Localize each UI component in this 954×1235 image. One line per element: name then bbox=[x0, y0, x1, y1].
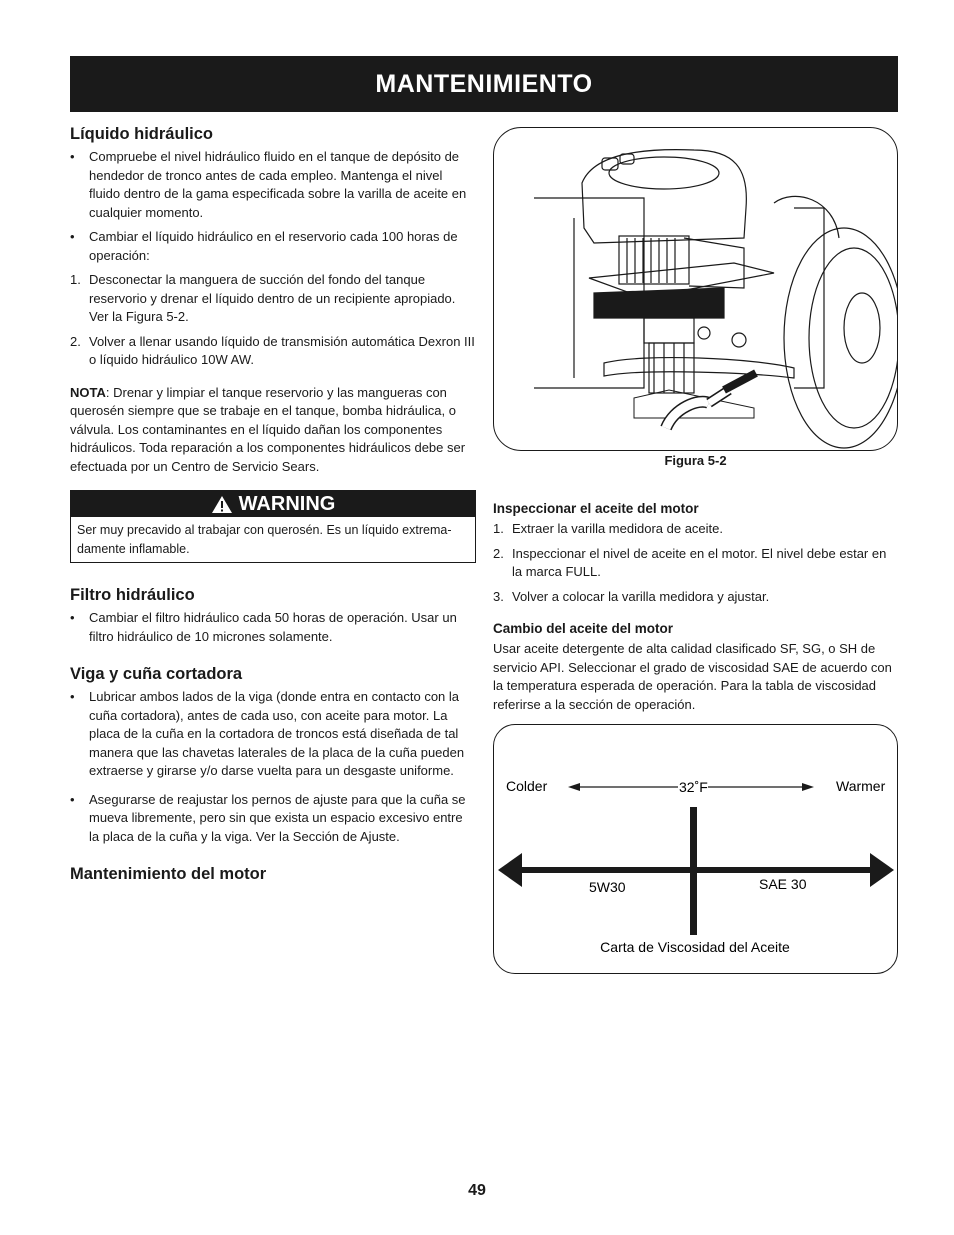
left-column bbox=[70, 124, 476, 888]
page-number: 49 bbox=[468, 1182, 486, 1199]
hydraulic-filter-bullets bbox=[70, 609, 476, 646]
hydraulic-fluid-steps bbox=[70, 271, 476, 370]
page-title: MANTENIMIENTO bbox=[375, 69, 593, 98]
warmer-label: Warmer bbox=[836, 778, 886, 794]
colder-arrow-head-icon bbox=[568, 783, 580, 791]
grade-sae30-label: SAE 30 bbox=[759, 876, 807, 892]
warmer-arrow-head-icon bbox=[802, 783, 814, 791]
list-item: 2. Inspeccionar el nivel de aceite en el motor. El nivel debe estar en la marca FULL. bbox=[493, 545, 887, 579]
grade-5w30-label: 5W30 bbox=[589, 879, 626, 895]
change-oil-heading: Cambio del aceite del motor bbox=[493, 621, 674, 636]
list-item: 3. Volver a colocar la varilla medidora y ajustar. bbox=[493, 588, 770, 604]
list-item: • Compruebe el nivel hidráulico fluido en el tanque de depósito de hendedor de tronco antes de cada empleo. Mantenga el nivel fluido dentro de la gama especificada sobre la varilla de aceite en cualquier momento. bbox=[70, 149, 467, 220]
inspect-oil-section bbox=[493, 500, 898, 714]
inspect-oil-heading: Inspeccionar el aceite del motor bbox=[493, 501, 699, 516]
viscosity-chart-caption: Carta de Viscosidad del Aceite bbox=[600, 939, 790, 955]
list-item: • Asegurarse de reajustar los pernos de ajuste para que la cuña se mueva libremente, pero sin que exista un espacio excesivo entre la placa de la cuña y la viga. Ver la Sección de Ajuste. bbox=[70, 791, 466, 844]
figure-5-2 bbox=[493, 127, 898, 451]
page-title-banner bbox=[70, 56, 898, 112]
left-arrow-head-icon bbox=[498, 853, 522, 887]
list-item: 1. Desconectar la manguera de succión del fondo del tanque reservorio y drenar el líquido dentro de un recipiente apropiado. Ver la Figura 5-2. bbox=[70, 272, 456, 324]
inspect-oil-steps bbox=[493, 520, 898, 606]
colder-label: Colder bbox=[506, 778, 548, 794]
viscosity-chart bbox=[493, 724, 898, 974]
list-item: 1. Extraer la varilla medidora de aceite. bbox=[493, 521, 723, 536]
viscosity-range-bar bbox=[518, 867, 874, 873]
temperature-label: 32˚F bbox=[679, 779, 708, 795]
list-item: • Lubricar ambos lados de la viga (donde entra en contacto con la cuña cortadora), antes de cada uso, con aceite para motor. La placa de la cuña en la cortadora de troncos está diseñada de tal manera que las chavetas laterales de la placa de la cuña pueden extraerse y girarse y/o darse vuelta para un desgaste uniforme. bbox=[70, 689, 465, 778]
beam-wedge-bullets bbox=[70, 688, 476, 846]
hydraulic-fluid-bullets bbox=[70, 148, 476, 265]
log-splitter-engine-illustration bbox=[494, 128, 897, 450]
warning-triangle-icon bbox=[211, 495, 233, 514]
viscosity-chart-graphic bbox=[494, 725, 897, 973]
engine-maintenance-heading: Mantenimiento del motor bbox=[70, 865, 267, 883]
hydraulic-fluid-heading: Líquido hidráulico bbox=[70, 125, 213, 143]
hydraulic-filter-heading: Filtro hidráulico bbox=[70, 586, 195, 604]
list-item: • Cambiar el filtro hidráulico cada 50 horas de operación. Usar un filtro hidráulico de 10 micrones solamente. bbox=[70, 610, 457, 644]
figure-caption: Figura 5-2 bbox=[664, 453, 727, 468]
warning-header bbox=[71, 491, 475, 517]
list-item: 2. Volver a llenar usando líquido de transmisión automática Dexron III o líquido hidráulico 10W AW. bbox=[70, 333, 475, 367]
list-item: • Cambiar el líquido hidráulico en el reservorio cada 100 horas de operación: bbox=[70, 229, 458, 263]
right-arrow-head-icon bbox=[870, 853, 894, 887]
note-paragraph: NOTA: Drenar y limpiar el tanque reservorio y las mangueras con querosén siempre que se trabaje en el tanque, bomba hidráulica, o válvula. Los contaminantes en el líquido dañan los componentes hidráulicos. Toda reparación a los componentes hidráulicos debe ser efectuada por un Centro de Servicio Sears. bbox=[70, 384, 466, 474]
warning-box bbox=[70, 490, 476, 563]
warning-text: Ser muy precavido al trabajar con querosén. Es un líquido extrema-damente inflamable. bbox=[77, 523, 452, 556]
beam-wedge-heading: Viga y cuña cortadora bbox=[70, 665, 243, 683]
warning-title: WARNING bbox=[238, 492, 336, 515]
change-oil-text: Usar aceite detergente de alta calidad clasificado SF, SG, o SH de servicio API. Seleccionar el grado de viscosidad SAE de acuerdo con la temperatura esperada de operación. Para la tabla de viscosidad referirse a la sección de operación. bbox=[493, 641, 892, 712]
